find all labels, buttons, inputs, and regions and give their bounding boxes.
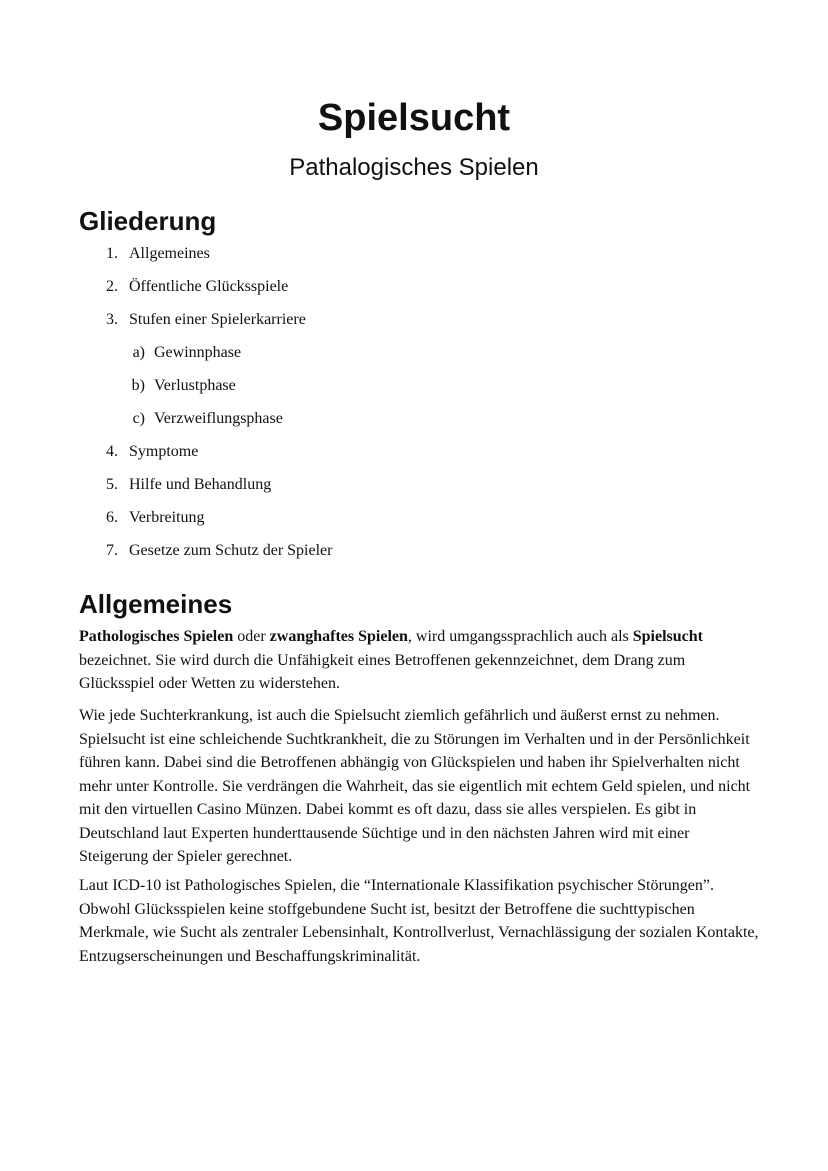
outline-item — [0, 537, 828, 570]
outline-subitem-letter: b) — [131, 377, 145, 394]
outline-subitem-text: Verlustphase — [154, 377, 236, 394]
outline-subitem-letter: c) — [132, 410, 145, 427]
bold-term: Spielsucht — [632, 628, 703, 645]
bold-term: Pathologisches Spielen — [79, 628, 234, 645]
outline-item-number: 4. — [106, 443, 118, 460]
outline-item — [0, 471, 828, 504]
outline-subitem — [0, 372, 828, 405]
paragraph-text: bezeichnet. Sie wird durch die Unfähigkeit eines Betroffenen gekennzeichnet, dem Drang zum Glücksspiel oder Wetten zu widerstehen. — [79, 651, 686, 692]
outline-item-number: 1. — [106, 245, 118, 262]
paragraph-icd10: Laut ICD-10 ist Pathologisches Spielen, die “Internationale Klassifikation psychischer Störungen”. Obwohl Glücksspielen keine stoffgebundene Sucht ist, besitzt der Betroffene die suchttypischen Merkmale, wie Sucht als zentraler Lebensinhalt, Kontrollverlust, Vernachlässigung der sozialen Kontakte, Entzugserscheinungen und Beschaffungskriminalität. — [79, 877, 759, 965]
outline-item-number: 2. — [106, 278, 118, 295]
outline-subitem — [0, 339, 828, 372]
outline-item — [0, 438, 828, 471]
outline-item-number: 3. — [106, 311, 118, 328]
outline-item-text: Stufen einer Spielerkarriere — [129, 311, 306, 328]
outline-item-text: Hilfe und Behandlung — [129, 476, 272, 493]
outline-item — [0, 240, 828, 273]
document-title: Spielsucht — [317, 97, 511, 139]
outline-item — [0, 273, 828, 306]
outline-heading: Gliederung — [79, 206, 217, 236]
outline-item-number: 5. — [106, 476, 118, 493]
outline-item — [0, 504, 828, 537]
outline-subitem-text: Verzweiflungsphase — [154, 410, 283, 427]
outline-item-text: Öffentliche Glücksspiele — [129, 278, 289, 295]
paragraph-text: , wird umgangssprachlich auch als — [407, 628, 633, 645]
document-subtitle: Pathalogisches Spielen — [289, 154, 539, 181]
paragraph-text: oder — [233, 628, 270, 645]
bold-term: zwanghaftes Spielen — [269, 628, 408, 645]
outline-subitem — [0, 405, 828, 438]
outline-item-number: 7. — [106, 542, 118, 559]
outline-item-text: Symptome — [129, 443, 199, 460]
paragraph-definition — [79, 625, 759, 696]
outline-list — [0, 240, 828, 570]
outline-item — [0, 306, 828, 339]
outline-item-text: Gesetze zum Schutz der Spieler — [129, 542, 333, 559]
outline-subitem-letter: a) — [132, 344, 145, 361]
outline-item-number: 6. — [106, 509, 118, 526]
outline-subitem-text: Gewinnphase — [154, 344, 242, 361]
outline-item-text: Verbreitung — [129, 509, 205, 526]
paragraph-suchterkrankung: Wie jede Suchterkrankung, ist auch die Spielsucht ziemlich gefährlich und äußerst ernst zu nehmen. Spielsucht ist eine schleichende Suchtkrankheit, die zu Störungen im Verhalten und in der Persönlichkeit führen kann. Dabei sind die Betroffenen abhängig von Glückspielen und haben ihr Spielverhalten nicht mehr unter Kontrolle. Sie verdrängen die Wahrheit, das sie eigentlich mit echtem Geld spielen, und nicht mit den virtuellen Casino Münzen. Dabei kommt es oft dazu, dass sie alles verspielen. Es gibt in Deutschland laut Experten hunderttausende Süchtige und in den nächsten Jahren wird mit einer Steigerung der Spieler gerechnet. — [79, 707, 751, 865]
section-heading-allgemeines: Allgemeines — [79, 589, 233, 619]
outline-item-text: Allgemeines — [129, 245, 210, 262]
